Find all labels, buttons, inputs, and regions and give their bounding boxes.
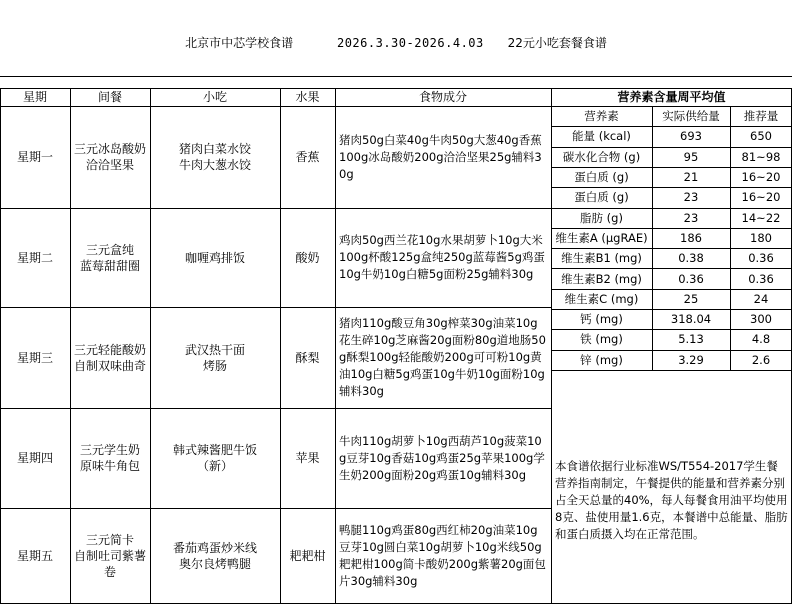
fruit-cell: 酥梨	[295, 350, 320, 365]
nutrient-actual: 3.29	[678, 352, 704, 367]
snack-cell: 三元简卡 自制吐司紫薯 卷	[73, 533, 146, 579]
snack-cell: 三元冰岛酸奶 洽洽坚果	[73, 142, 146, 172]
nutrient-recommended: 81~98	[741, 149, 781, 164]
nutrient-name: 蛋白质 (g)	[574, 170, 629, 185]
nutrient-actual: 0.36	[678, 271, 704, 286]
nutrition-title: 营养素含量周平均值	[617, 90, 726, 104]
ingredients-cell: 鸭腿110g鸡蛋80g西红柿20g油菜10g豆芽10g圆白菜10g胡萝卜10g米线50g耙耙柑100g简卡酸奶200g紫薯20g面包片30g辅料30g	[339, 523, 546, 588]
nutrient-name: 维生素A (μgRAE)	[555, 230, 648, 245]
nutrient-recommended: 4.8	[751, 332, 771, 347]
snack-cell: 三元学生奶 原味牛角包	[79, 443, 140, 473]
weekday-cell: 星期五	[16, 549, 53, 563]
fruit-cell: 香蕉	[295, 150, 320, 164]
header-fruit: 水果	[295, 90, 320, 104]
fruit-cell: 耙耙柑	[289, 549, 326, 563]
weekday-cell: 星期四	[16, 451, 53, 465]
nutrient-recommended: 180	[750, 230, 772, 245]
meal-cell: 番茄鸡蛋炒米线 奥尔良烤鸭腿	[172, 541, 257, 571]
nutrient-recommended: 14~22	[741, 210, 781, 225]
ingredients-cell: 猪肉50g白菜40g牛肉50g大葱40g香蕉100g冰岛酸奶200g洽洽坚果25g辅料30g	[339, 132, 542, 181]
nutrient-actual: 21	[683, 170, 699, 185]
nutrition-row-border	[551, 370, 792, 371]
meal-cell: 猪肉白菜水饺 牛肉大葱水饺	[178, 142, 251, 172]
nutrient-recommended: 24	[753, 291, 769, 306]
meal-cell: 武汉热干面 烤肠	[184, 342, 245, 373]
nutrient-actual: 318.04	[670, 312, 712, 327]
nutrient-name: 铁 (mg)	[580, 332, 623, 347]
nutrient-actual: 5.13	[678, 332, 704, 347]
nutrient-name: 碳水化合物 (g)	[562, 149, 641, 164]
table-top-border	[0, 76, 792, 77]
nutrient-recommended: 2.6	[751, 352, 771, 367]
ingredients-cell: 猪肉110g酸豆角30g榨菜30g油菜10g花生碎10g芝麻酱20g面粉80g道地肠50g酥梨100g轻能酸奶200g可可粉10g黄油10g白糖5g鸡蛋10g牛奶10g面粉10g辅料30g	[339, 316, 546, 398]
nutrient-name: 锌 (mg)	[580, 352, 623, 367]
nutrient-recommended: 16~20	[741, 190, 781, 205]
weekday-cell: 星期一	[16, 150, 53, 164]
meal-cell: 咖喱鸡排饭	[184, 250, 245, 265]
nutrient-name: 钙 (mg)	[580, 312, 623, 327]
date-range: 2026.3.30-2026.4.03	[336, 36, 484, 50]
nutrient-actual: 25	[683, 291, 699, 306]
actual-supply-header: 实际供给量	[662, 109, 720, 124]
nutrient-name-header: 营养素	[584, 109, 619, 124]
weekday-cell: 星期二	[16, 250, 53, 265]
snack-cell: 三元轻能酸奶 自制双味曲奇	[73, 342, 146, 373]
ingredients-cell: 牛肉110g胡萝卜10g西葫芦10g菠菜10g豆芽10g香菇10g鸡蛋25g苹果100g学生奶200g面粉20g鸡蛋10g辅料30g	[339, 433, 545, 482]
nutrient-actual: 23	[683, 210, 699, 225]
fruit-cell: 苹果	[295, 451, 320, 465]
nutrient-recommended: 16~20	[741, 170, 781, 185]
nutrient-recommended: 0.36	[748, 251, 774, 266]
page-title	[0, 34, 792, 51]
nutrient-name: 脂肪 (g)	[580, 210, 623, 225]
weekday-cell: 星期三	[16, 350, 53, 365]
nutrient-actual: 693	[680, 129, 702, 144]
ingredients-cell: 鸡肉50g西兰花10g水果胡萝卜10g大米100g杯酸125g盒纯250g蓝莓酱5g鸡蛋10g牛奶10g白糖5g面粉25g辅料30g	[339, 233, 545, 281]
header-weekday: 星期	[22, 90, 47, 104]
school-name: 北京市中芯学校食谱	[185, 36, 294, 50]
nutrient-name: 蛋白质 (g)	[574, 190, 629, 205]
header-snack: 间餐	[97, 90, 122, 104]
nutrient-actual: 23	[683, 190, 699, 205]
nutrient-actual: 95	[683, 149, 699, 164]
nutrient-actual: 0.38	[678, 251, 704, 266]
nutrient-actual: 186	[680, 230, 702, 245]
recommended-header: 推荐量	[743, 109, 779, 124]
fruit-cell: 酸奶	[295, 250, 320, 265]
header-meal: 小吃	[202, 90, 227, 104]
nutrition-note: 本食谱依据行业标准WS/T554-2017学生餐营养指南制定，午餐提供的能量和营养素分别占全天总量的40%，每人每餐食用油平均使用8克、盐使用量1.6克，本餐谱中总能量、脂肪和蛋白质摄入均在正常范围。	[555, 458, 788, 541]
nutrient-name: 维生素C (mg)	[564, 291, 639, 306]
nutrient-recommended: 0.36	[748, 271, 774, 286]
nutrient-name: 维生素B1 (mg)	[561, 251, 642, 266]
nutrient-recommended: 300	[750, 312, 772, 327]
menu-type: 22元小吃套餐食谱	[507, 36, 607, 50]
header-ingredients: 食物成分	[418, 90, 467, 104]
nutrient-name: 维生素B2 (mg)	[561, 271, 642, 286]
snack-cell: 三元盒纯 蓝莓甜甜圈	[79, 242, 140, 273]
nutrient-name: 能量 (kcal)	[572, 129, 631, 144]
nutrient-recommended: 650	[750, 129, 772, 144]
meal-cell: 韩式辣酱肥牛饭 （新）	[172, 443, 257, 473]
